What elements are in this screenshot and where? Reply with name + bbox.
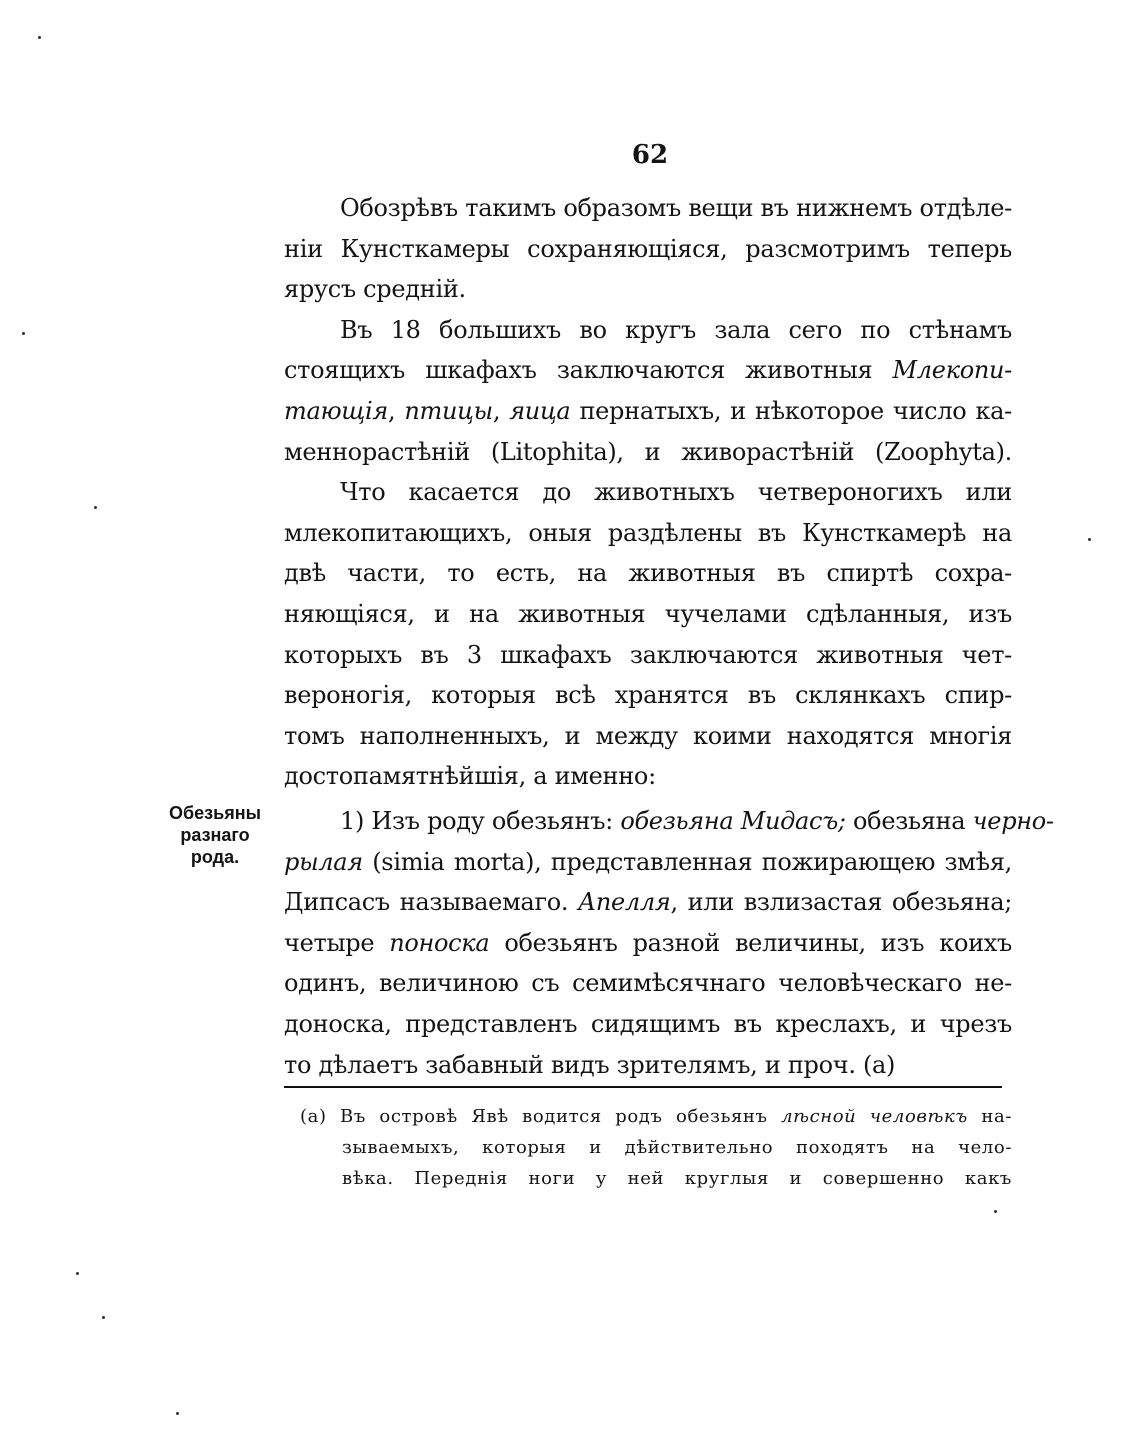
- scan-speck: [176, 1412, 179, 1415]
- text-line: [284, 432, 1012, 472]
- text-line: [284, 756, 1012, 796]
- italic-run: яица: [509, 397, 571, 425]
- text-line: [284, 553, 1012, 593]
- text-line: [284, 594, 1012, 634]
- italic-run: рылая: [284, 848, 363, 876]
- text-line: [284, 635, 1012, 675]
- footnote-line: [300, 1102, 1012, 1132]
- text-run: на-: [967, 1106, 1012, 1127]
- text-run: четыре: [284, 929, 390, 957]
- scan-speck: [994, 1210, 997, 1213]
- italic-run: Апелля: [577, 888, 671, 916]
- footnote-rule: [284, 1086, 1002, 1088]
- scan-speck: [76, 1272, 79, 1275]
- text-run: зываемыхъ, которыя и дѣйствительно походятъ на чело-: [342, 1137, 1012, 1158]
- text-line: [340, 472, 1012, 512]
- scan-speck: [1088, 538, 1091, 541]
- text-run: то дѣлаетъ забавный видъ зрителямъ, и проч. (а): [284, 1051, 896, 1079]
- text-line: [340, 801, 1054, 841]
- italic-run: обезьяна Мидасъ;: [620, 807, 846, 835]
- text-run: ніи Кунсткамеры сохраняющіяся, разсмотримъ теперь: [284, 235, 1012, 263]
- scan-speck: [38, 36, 41, 39]
- text-run: томъ наполненныхъ, и между коими находятся многія: [284, 722, 1012, 750]
- margin-note-line: разнаго: [180, 825, 250, 845]
- margin-note: [160, 802, 270, 868]
- text-line: [284, 229, 1012, 269]
- text-line: [284, 842, 1012, 882]
- scan-speck: [22, 332, 25, 335]
- text-run: (а) Въ островѣ Явѣ водится родъ обезьянъ: [300, 1106, 782, 1127]
- text-run: , или взлизастая обезьяна;: [670, 888, 1012, 916]
- text-line: [284, 391, 1012, 431]
- text-run: стоящихъ шкафахъ заключаются животныя: [284, 356, 893, 384]
- text-run: ,: [388, 397, 405, 425]
- text-line: [284, 882, 1012, 922]
- scan-speck: [102, 1316, 105, 1319]
- margin-note-line: рода.: [190, 847, 240, 867]
- text-line: [284, 513, 1012, 553]
- text-line: [284, 963, 1012, 1003]
- italic-run: черно-: [972, 807, 1054, 835]
- text-run: ,: [492, 397, 510, 425]
- text-line: [284, 350, 1012, 390]
- text-run: вероногія, которыя всѣ хранятся въ склянкахъ спир-: [284, 681, 1012, 709]
- text-run: ярусъ средній.: [284, 275, 466, 303]
- italic-run: лѣсной человѣкъ: [781, 1106, 968, 1127]
- text-line: [284, 675, 1012, 715]
- text-run: меннорастѣній (Litophita), и живорастѣній (Zoophyta).: [284, 438, 1012, 466]
- text-run: Обозрѣвъ такимъ образомъ вещи въ нижнемъ отдѣле-: [340, 194, 1012, 222]
- text-run: доноска, представленъ сидящимъ въ креслахъ, и чрезъ: [284, 1010, 1012, 1038]
- margin-note-line: Обезьяны: [169, 803, 261, 823]
- footnote-line: [342, 1164, 1012, 1194]
- text-run: обезьянъ разной величины, изъ коихъ: [489, 929, 1012, 957]
- text-line: [284, 269, 1012, 309]
- page-number: 62: [631, 140, 669, 170]
- text-run: млекопитающихъ, оныя раздѣлены въ Кунсткамерѣ на: [284, 519, 1012, 547]
- text-run: няющіяся, и на животныя чучелами сдѣланныя, изъ: [284, 600, 1012, 628]
- text-line: [340, 310, 1012, 350]
- text-run: Что касается до животныхъ четвероногихъ или: [340, 478, 1012, 506]
- text-line: [284, 1045, 1012, 1085]
- text-run: пернатыхъ, и нѣкоторое число ка-: [570, 397, 1012, 425]
- text-run: 1) Изъ роду обезьянъ:: [340, 807, 621, 835]
- text-run: обезьяна: [845, 807, 973, 835]
- italic-run: птицы: [404, 397, 493, 425]
- italic-run: тающія: [284, 397, 388, 425]
- text-run: которыхъ въ 3 шкафахъ заключаются животныя чет-: [284, 641, 1012, 669]
- text-run: Дипсасъ называемаго.: [284, 888, 578, 916]
- text-run: вѣка. Переднія ноги у ней круглыя и совершенно какъ: [342, 1168, 1012, 1189]
- text-line: [284, 716, 1012, 756]
- italic-run: поноска: [389, 929, 490, 957]
- text-run: Въ 18 большихъ во кругъ зала сего по стѣнамъ: [340, 316, 1012, 344]
- text-line: [284, 1004, 1012, 1044]
- text-line: [340, 188, 1012, 228]
- text-run: одинъ, величиною съ семимѣсячнаго человѣческаго не-: [284, 969, 1012, 997]
- text-run: (simia morta), представленная пожирающею змѣя,: [362, 848, 1012, 876]
- scan-speck: [94, 506, 97, 509]
- text-run: двѣ части, то есть, на животныя въ спиртѣ сохра-: [284, 559, 1012, 587]
- text-line: [284, 923, 1012, 963]
- text-run: достопамятнѣйшія, а именно:: [284, 762, 656, 790]
- italic-run: Млекопи-: [892, 356, 1012, 384]
- footnote-line: [342, 1133, 1012, 1163]
